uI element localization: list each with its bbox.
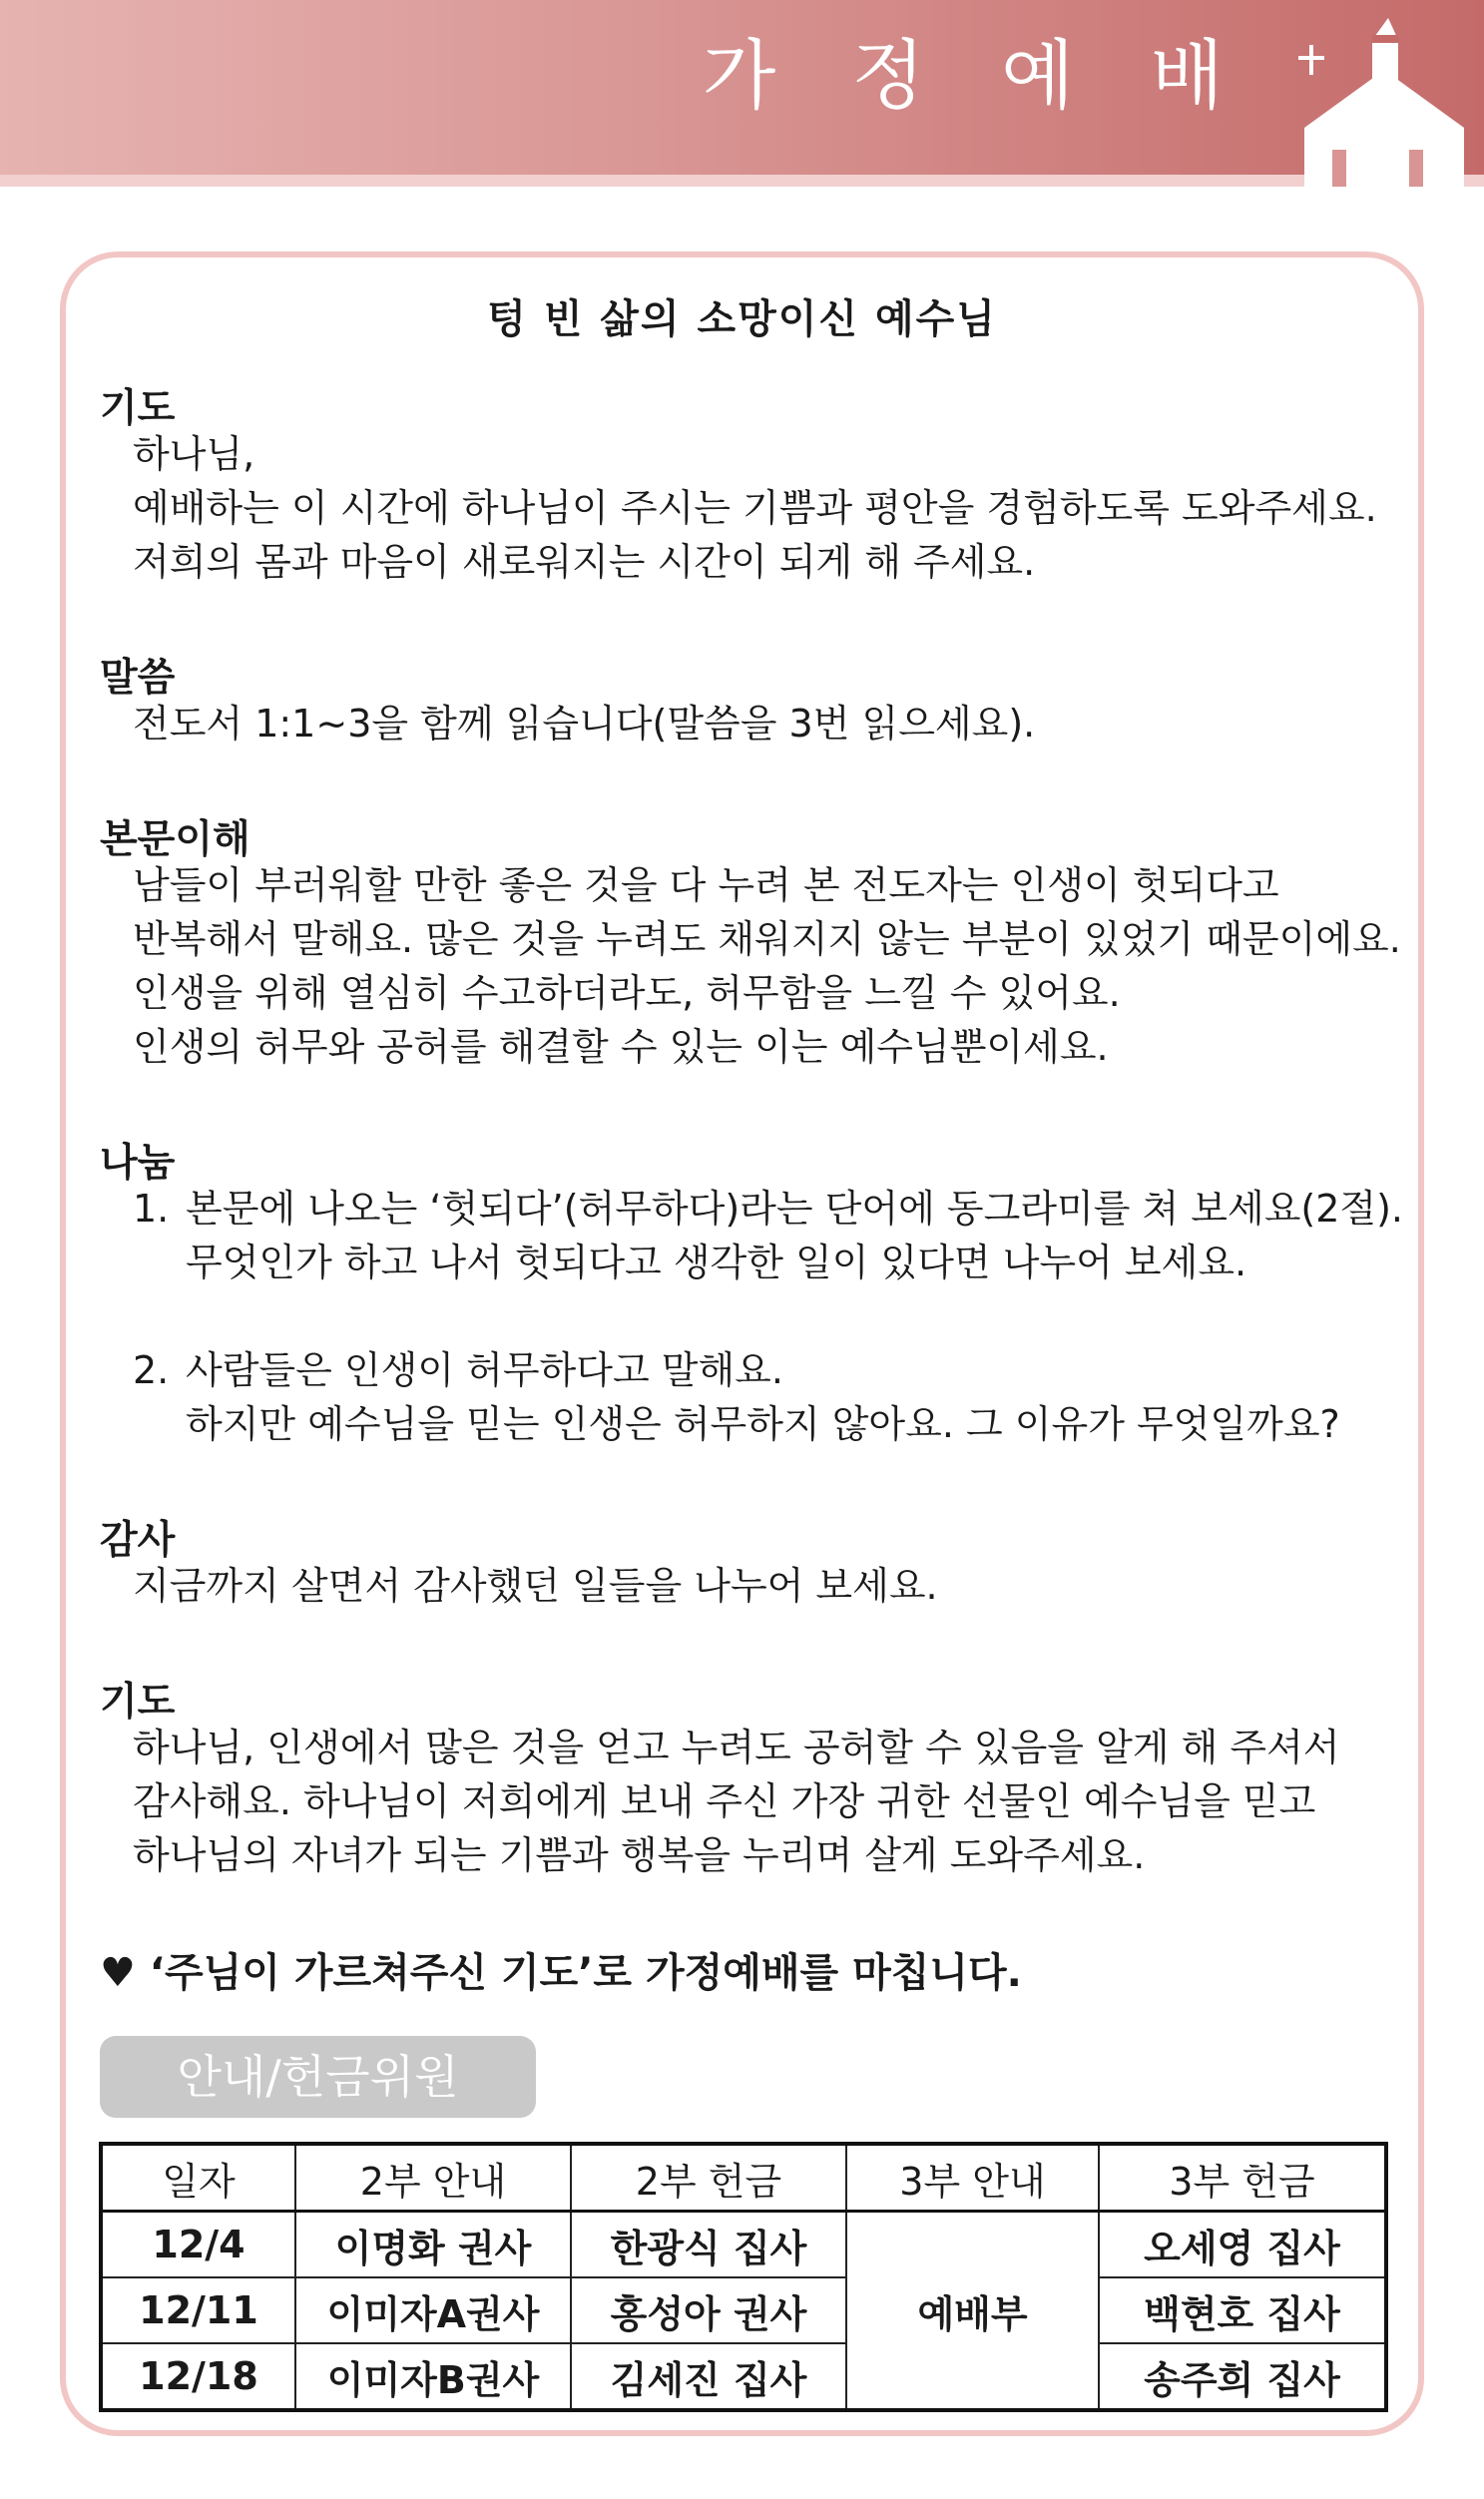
header-title: 가 정 예 배 bbox=[702, 31, 1249, 120]
cell-offering-2: 한광식 집사 bbox=[571, 2212, 846, 2278]
understanding-line: 인생을 위해 열심히 수고하더라도, 허무함을 느낄 수 있어요. bbox=[133, 971, 1121, 1015]
cell-date: 12/11 bbox=[101, 2277, 295, 2343]
header-guide-3: 3부 안내 bbox=[846, 2144, 1099, 2212]
header-offering-3: 3부 헌금 bbox=[1099, 2144, 1386, 2212]
sharing-number: 2. bbox=[133, 1348, 170, 1392]
sharing-line: 무엇인가 하고 나서 헛되다고 생각한 일이 있다면 나누어 보세요. bbox=[186, 1241, 1247, 1284]
church-icon bbox=[1284, 0, 1484, 187]
closing-prayer-line: 감사해요. 하나님이 저희에게 보내 주신 가장 귀한 선물인 예수님을 믿고 bbox=[133, 1779, 1316, 1823]
closing-prayer-line: 하나님의 자녀가 되는 기쁨과 행복을 누리며 살게 도와주세요. bbox=[133, 1833, 1146, 1877]
header-offering-2: 2부 헌금 bbox=[571, 2144, 846, 2212]
understanding-line: 반복해서 말해요. 많은 것을 누려도 채워지지 않는 부분이 있었기 때문이에요. bbox=[133, 917, 1401, 961]
table-header-row bbox=[101, 2144, 1386, 2212]
understanding-heading: 본문이해 bbox=[100, 817, 250, 862]
prayer-line: 예배하는 이 시간에 하나님이 주시는 기쁨과 평안을 경험하도록 도와주세요. bbox=[133, 486, 1377, 530]
header-strip bbox=[0, 175, 1484, 187]
sharing-line: 하지만 예수님을 믿는 인생은 허무하지 않아요. 그 이유가 무엇일까요? bbox=[186, 1402, 1340, 1446]
thanks-heading: 감사 bbox=[100, 1518, 176, 1563]
devotion-title: 텅 빈 삶의 소망이신 예수님 bbox=[487, 296, 997, 342]
word-line: 전도서 1:1~3을 함께 읽습니다(말씀을 3번 읽으세요). bbox=[133, 702, 1036, 746]
understanding-line: 남들이 부러워할 만한 좋은 것을 다 누려 본 전도자는 인생이 헛되다고 bbox=[133, 863, 1279, 907]
sharing-number: 1. bbox=[133, 1187, 170, 1231]
duty-label: 안내/헌금위원 bbox=[100, 2036, 536, 2118]
cell-guide-2: 이명화 권사 bbox=[295, 2212, 571, 2278]
header-guide-2: 2부 안내 bbox=[295, 2144, 571, 2212]
cell-offering-3: 송주희 집사 bbox=[1099, 2343, 1386, 2410]
thanks-line: 지금까지 살면서 감사했던 일들을 나누어 보세요. bbox=[133, 1564, 938, 1608]
prayer-line: 저희의 몸과 마음이 새로워지는 시간이 되게 해 주세요. bbox=[133, 540, 1036, 584]
closing-prayer-line: 하나님, 인생에서 많은 것을 얻고 누려도 공허할 수 있음을 알게 해 주셔서 bbox=[133, 1726, 1340, 1769]
prayer-line: 하나님, bbox=[133, 432, 255, 476]
cell-offering-3: 오세영 집사 bbox=[1099, 2212, 1386, 2278]
cell-date: 12/18 bbox=[101, 2343, 295, 2410]
table-row bbox=[101, 2277, 1386, 2343]
sharing-heading: 나눔 bbox=[100, 1141, 176, 1186]
prayer-heading: 기도 bbox=[100, 386, 176, 431]
cell-guide-3: 예배부 bbox=[846, 2212, 1099, 2411]
cell-guide-2: 이미자B권사 bbox=[295, 2343, 571, 2410]
understanding-line: 인생의 허무와 공허를 해결할 수 있는 이는 예수님뿐이세요. bbox=[133, 1025, 1109, 1069]
cell-offering-2: 홍성아 권사 bbox=[571, 2277, 846, 2343]
header-date: 일자 bbox=[101, 2144, 295, 2212]
word-heading: 말씀 bbox=[100, 656, 176, 701]
sharing-line: 사람들은 인생이 허무하다고 말해요. bbox=[186, 1348, 783, 1392]
sharing-line: 본문에 나오는 ‘헛되다’(허무하다)라는 단어에 동그라미를 쳐 보세요(2절). bbox=[186, 1187, 1404, 1231]
closing-prayer-heading: 기도 bbox=[100, 1680, 176, 1725]
table-row bbox=[101, 2343, 1386, 2410]
closing-note: ♥ ‘주님이 가르쳐주신 기도’로 가정예배를 마칩니다. bbox=[100, 1950, 1022, 1996]
cell-guide-2: 이미자A권사 bbox=[295, 2277, 571, 2343]
cell-offering-3: 백현호 집사 bbox=[1099, 2277, 1386, 2343]
table-row bbox=[101, 2212, 1386, 2278]
duty-table bbox=[99, 2142, 1388, 2412]
cell-date: 12/4 bbox=[101, 2212, 295, 2278]
cell-offering-2: 김세진 집사 bbox=[571, 2343, 846, 2410]
